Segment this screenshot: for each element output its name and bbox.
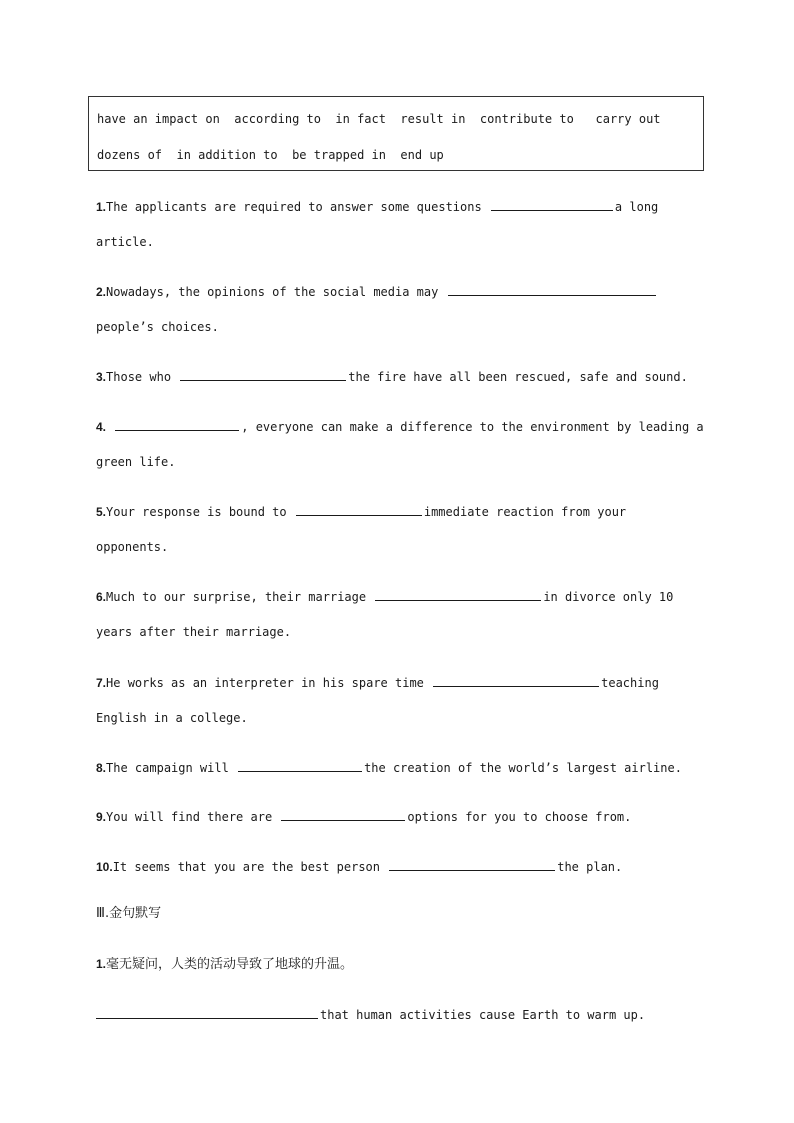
question-1 xyxy=(96,198,658,215)
translation-item-1 xyxy=(96,956,353,973)
question-7 xyxy=(96,674,659,691)
answer-blank[interactable] xyxy=(180,368,346,381)
question-text: a long xyxy=(614,200,659,214)
answer-blank[interactable] xyxy=(433,674,599,687)
question-6 xyxy=(96,588,673,605)
question-text: Those who xyxy=(106,370,179,384)
question-text: The campaign will xyxy=(106,761,237,775)
answer-blank[interactable] xyxy=(389,858,555,871)
question-text: Much to our surprise, their marriage xyxy=(106,590,374,604)
phrase-bank-box xyxy=(88,96,704,171)
question-text: It seems that you are the best person xyxy=(112,860,388,874)
question-text: The applicants are required to answer some questions xyxy=(106,200,489,214)
question-3 xyxy=(96,368,688,385)
answer-blank[interactable] xyxy=(238,759,362,772)
answer-blank[interactable] xyxy=(375,588,541,601)
answer-blank[interactable] xyxy=(448,283,656,296)
sentence-text: that human activities cause Earth to warm up. xyxy=(320,1008,646,1022)
question-7-continued: English in a college. xyxy=(96,711,248,725)
question-1-continued: article. xyxy=(96,235,154,249)
phrase-bank-row-2: dozens of in addition to be trapped in end up xyxy=(97,148,444,162)
question-number: 10. xyxy=(96,860,113,874)
question-number: 1. xyxy=(96,200,107,214)
answer-blank[interactable] xyxy=(491,198,613,211)
question-5-continued: opponents. xyxy=(96,540,169,554)
phrase-bank-row-1: have an impact on according to in fact result in contribute to carry out xyxy=(97,112,661,126)
question-number: 3. xyxy=(96,370,107,384)
question-text: the plan. xyxy=(557,860,623,874)
question-text: You will find there are xyxy=(106,810,280,824)
question-2-continued: people’s choices. xyxy=(96,320,219,334)
question-text xyxy=(106,420,113,434)
question-number: 5. xyxy=(96,505,107,519)
question-2 xyxy=(96,283,658,300)
question-number: 4. xyxy=(96,420,107,434)
translation-item-1-answer xyxy=(96,1006,645,1023)
question-number: 8. xyxy=(96,761,107,775)
question-text: the fire have all been rescued, safe and sound. xyxy=(348,370,688,384)
question-6-continued: years after their marriage. xyxy=(96,625,292,639)
question-text: , everyone can make a difference to the environment by leading a xyxy=(241,420,704,434)
answer-blank[interactable] xyxy=(115,418,239,431)
question-4-continued: green life. xyxy=(96,455,176,469)
question-8 xyxy=(96,759,682,776)
section-heading: Ⅲ.金句默写 xyxy=(96,906,162,921)
question-text: the creation of the world’s largest airline. xyxy=(364,761,682,775)
item-number: 1. xyxy=(96,957,107,971)
question-5 xyxy=(96,503,626,520)
question-text: Nowadays, the opinions of the social media may xyxy=(106,285,446,299)
question-4 xyxy=(96,418,704,435)
question-number: 9. xyxy=(96,810,107,824)
question-number: 6. xyxy=(96,590,107,604)
question-number: 7. xyxy=(96,676,107,690)
answer-blank[interactable] xyxy=(96,1006,318,1019)
question-text: options for you to choose from. xyxy=(407,810,632,824)
question-text: teaching xyxy=(601,676,659,690)
question-text: in divorce only 10 xyxy=(543,590,674,604)
question-text: He works as an interpreter in his spare time xyxy=(106,676,432,690)
chinese-prompt: 毫无疑问，人类的活动导致了地球的升温。 xyxy=(106,957,354,972)
answer-blank[interactable] xyxy=(281,808,405,821)
question-text: Your response is bound to xyxy=(106,505,294,519)
question-9 xyxy=(96,808,631,825)
answer-blank[interactable] xyxy=(296,503,422,516)
question-number: 2. xyxy=(96,285,107,299)
question-text: immediate reaction from your xyxy=(423,505,627,519)
question-10 xyxy=(96,858,622,875)
